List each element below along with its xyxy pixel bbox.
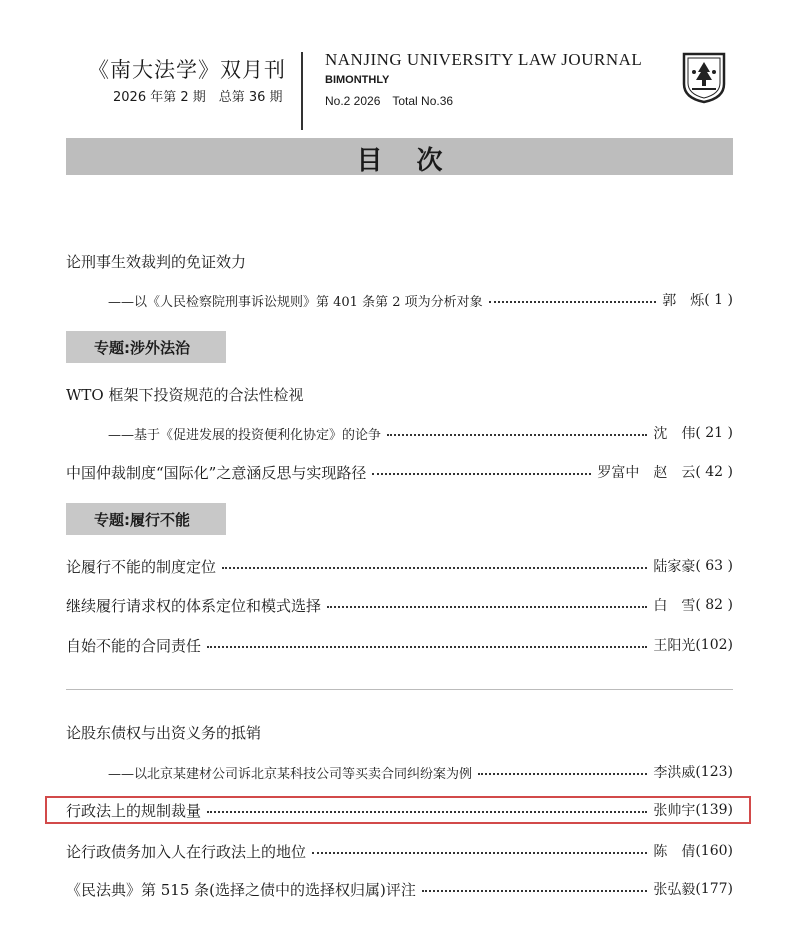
section-divider bbox=[66, 689, 733, 690]
toc-entry[interactable] bbox=[108, 421, 733, 445]
section-label: 专题:履行不能 bbox=[94, 511, 190, 529]
toc-entry-page: ( 1 ) bbox=[704, 292, 733, 308]
toc-entry-title: 论行政债务加入人在行政法上的地位 bbox=[66, 842, 307, 861]
issue-info-en: No.2 2026 Total No.36 bbox=[325, 94, 454, 108]
toc-entry-title: 行政法上的规制裁量 bbox=[66, 801, 202, 820]
toc-entry-title: 《民法典》第 515 条(选择之债中的选择权归属)评注 bbox=[66, 880, 416, 899]
toc-entry-page: ( 82 ) bbox=[695, 597, 733, 613]
leader-dots bbox=[387, 434, 647, 436]
bimonthly-label: BIMONTHLY bbox=[325, 74, 390, 86]
toc-entry-author: 李洪威 bbox=[653, 765, 696, 781]
leader-dots bbox=[478, 773, 647, 775]
toc-entry-title: 论股东债权与出资义务的抵销 bbox=[66, 724, 262, 742]
toc-entry[interactable] bbox=[66, 554, 733, 578]
toc-entry-author: 陈 倩 bbox=[653, 844, 696, 860]
toc-entry-author: 张帅宇 bbox=[653, 803, 696, 819]
toc-entry[interactable] bbox=[66, 839, 733, 863]
leader-dots bbox=[422, 890, 647, 892]
toc-entry-title: 自始不能的合同责任 bbox=[66, 636, 202, 655]
toc-entry-page: (160) bbox=[695, 843, 733, 859]
toc-entry-page: (102) bbox=[695, 637, 733, 653]
issue-info-cn: 2026 年第 2 期 总第 36 期 bbox=[113, 90, 283, 105]
leader-dots bbox=[222, 567, 647, 569]
toc-entry-author: 王阳光 bbox=[653, 638, 696, 654]
toc-entry[interactable] bbox=[108, 288, 733, 312]
section-header bbox=[66, 503, 226, 535]
toc-entry-author: 白 雪 bbox=[653, 598, 696, 614]
toc-entry-page: ( 63 ) bbox=[695, 558, 733, 574]
toc-entry[interactable] bbox=[66, 460, 733, 484]
university-seal-icon bbox=[680, 50, 728, 104]
leader-dots bbox=[372, 473, 591, 475]
toc-entry-title: 论刑事生效裁判的免证效力 bbox=[66, 253, 247, 271]
toc-entry-author: 罗富中 赵 云 bbox=[597, 465, 696, 481]
toc-entry-author: 郭 烁 bbox=[662, 293, 705, 309]
toc-entry-page: ( 21 ) bbox=[695, 425, 733, 441]
toc-entry-subtitle: ——以《人民检察院刑事诉讼规则》第 401 条第 2 项为分析对象 bbox=[108, 294, 483, 310]
toc-entry-author: 陆家豪 bbox=[653, 559, 696, 575]
toc-entry-title: WTO 框架下投资规范的合法性检视 bbox=[66, 386, 304, 404]
toc-entry[interactable] bbox=[66, 877, 733, 901]
contents-title-bar bbox=[66, 138, 733, 175]
toc-entry-subtitle: ——以北京某建材公司诉北京某科技公司等买卖合同纠纷案为例 bbox=[108, 766, 473, 782]
toc-entry[interactable] bbox=[108, 760, 733, 784]
toc-entry-title: 继续履行请求权的体系定位和模式选择 bbox=[66, 596, 322, 615]
toc-entry-title: 中国仲裁制度“国际化”之意涵反思与实现路径 bbox=[66, 463, 367, 482]
contents-title: 目次 bbox=[356, 146, 477, 176]
journal-title-cn: 《南大法学》双月刊 bbox=[88, 58, 286, 82]
toc-entry-author: 张弘毅 bbox=[653, 882, 696, 898]
leader-dots bbox=[207, 646, 647, 648]
toc-entry-page: (177) bbox=[695, 881, 733, 897]
toc-entry-page: (139) bbox=[695, 802, 733, 818]
journal-title-en: NANJING UNIVERSITY LAW JOURNAL bbox=[325, 50, 643, 69]
leader-dots bbox=[207, 811, 647, 813]
toc-entry[interactable] bbox=[66, 593, 733, 617]
toc-entry-subtitle: ——基于《促进发展的投资便利化协定》的论争 bbox=[108, 427, 382, 443]
header-divider bbox=[301, 52, 303, 130]
toc-entry-page: ( 42 ) bbox=[695, 464, 733, 480]
toc-entry[interactable] bbox=[66, 633, 733, 657]
toc-entry-author: 沈 伟 bbox=[653, 426, 696, 442]
toc-entry[interactable] bbox=[66, 798, 733, 822]
section-header bbox=[66, 331, 226, 363]
leader-dots bbox=[327, 606, 647, 608]
section-label: 专题:涉外法治 bbox=[94, 339, 190, 357]
toc-entry-page: (123) bbox=[695, 764, 733, 780]
leader-dots bbox=[312, 852, 647, 854]
leader-dots bbox=[489, 301, 657, 303]
toc-entry-title: 论履行不能的制度定位 bbox=[66, 557, 217, 576]
